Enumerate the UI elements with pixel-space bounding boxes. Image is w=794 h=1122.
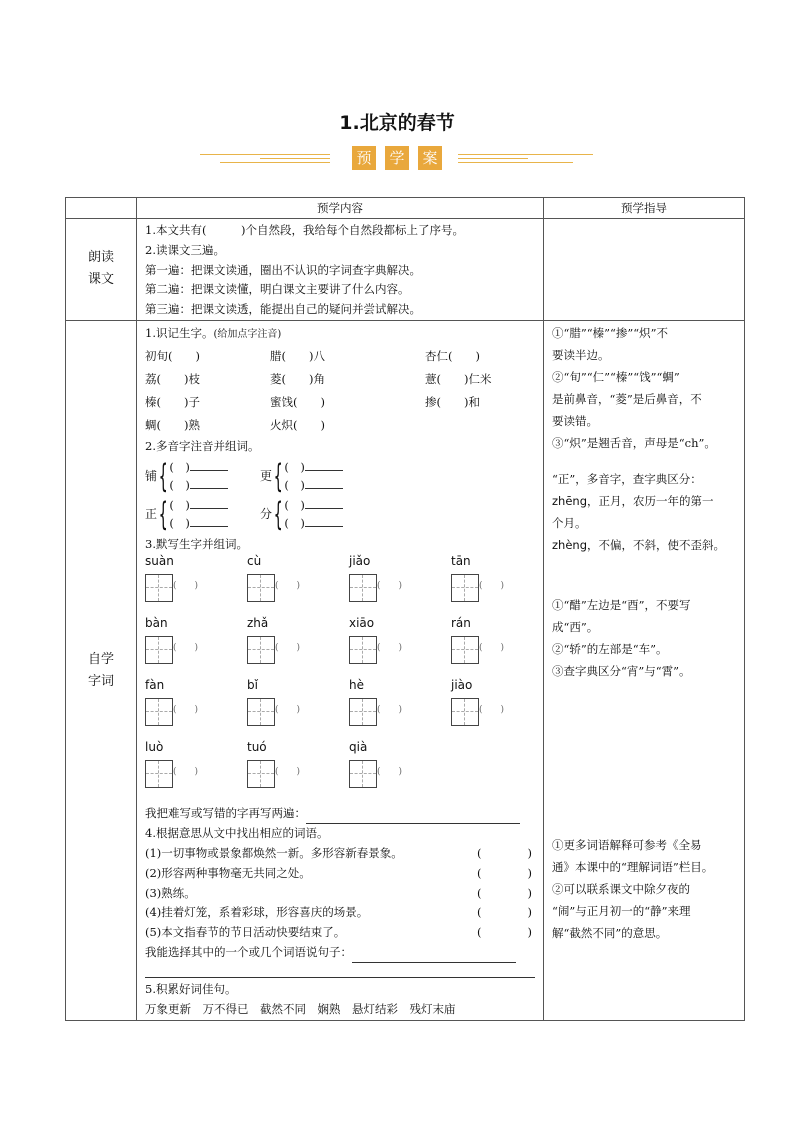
reading-line: 第三遍：把课文读透，能提出自己的疑问并尝试解决。 [145, 302, 421, 317]
polyphone-item: 分 { ( ) ( ) [260, 495, 343, 533]
reading-line: 2.读课文三遍。 [145, 242, 225, 257]
write-twice-prompt: 我把难写或写错的字再写两遍： [145, 806, 306, 821]
char-item: 榛( )子 [145, 394, 200, 409]
sentence-line[interactable] [352, 962, 516, 963]
section-title: 1.识记生字。 [145, 325, 214, 340]
polyphone-item: 铺 { ( ) ( ) [145, 457, 260, 495]
badge-char: 预 [352, 146, 376, 170]
row-label-reading: 朗读 课文 [66, 219, 137, 321]
polyphone-item: 正 { ( ) ( ) [145, 495, 260, 533]
write-line[interactable] [306, 823, 520, 824]
char-item: 杏仁( ) [425, 348, 480, 363]
sentence-line-2[interactable] [145, 963, 535, 978]
char-item: 蜜饯( ) [270, 394, 325, 409]
section-title: 3.默写生字并组词。 [145, 536, 248, 551]
char-item: 腊( )八 [270, 348, 325, 363]
reading-line: 1.本文共有( )个自然段，我给每个自然段都标上了序号。 [145, 223, 464, 237]
char-item: 掺( )和 [425, 394, 480, 409]
polyphone-item: 更 { ( ) ( ) [260, 457, 343, 495]
header-content: 预学内容 [137, 198, 544, 219]
section-title: 4.根据意思从文中找出相应的词语。 [145, 826, 329, 841]
pinyin-row: luò () tuó () qià () [145, 740, 537, 802]
badge-char: 案 [418, 146, 442, 170]
row-label-words: 自学 字词 [66, 320, 137, 1020]
char-item: 荔( )枝 [145, 371, 200, 386]
char-item: 菱( )角 [270, 371, 325, 386]
guide-column: ①“腊”“榛”“掺”“炽”不 要读半边。 ②“旬”“仁”“榛”“饯”“蜩” 是前鼻音，“菱”是后鼻音，不 要读错。 ③“炽”是翘舌音，声母是“ch”。 “正”，多音字，查字典区分： zhēng，正月，农历一年的第一 个月。 zhèng，不偏，不斜，使不歪斜。 ①“醋”左边是“酉”，不要写 成“西”。 ②“轿”的左部是“车”。 ③查字典区分“宵”与“霄”。 ①更多词语解释可参考《全易 通》本课中的“理解词语”栏目。 ②可以联系课文中除夕夜的 “闹”与正月初一的“静”来理 解“截然不同”的意思。 [544, 320, 745, 1020]
pinyin-row: suàn () cù () jiǎo () tān () [145, 554, 537, 616]
char-item: 蜩( )熟 [145, 417, 200, 432]
reading-line: 第二遍：把课文读懂，明白课文主要讲了什么内容。 [145, 282, 410, 297]
title-banner [200, 146, 594, 172]
char-item: 火炽( ) [270, 417, 325, 432]
badge-char: 学 [385, 146, 409, 170]
section-title: 2.多音字注音并组词。 [145, 438, 260, 453]
header-guide: 预学指导 [544, 198, 745, 219]
reading-line: 第一遍：把课文读通，圈出不认识的字词查字典解决。 [145, 262, 421, 277]
section-note: (给加点字注音) [213, 328, 282, 340]
char-item: 薏( )仁米 [425, 371, 492, 386]
pinyin-row: bàn () zhǎ () xiāo () rán () [145, 616, 537, 678]
char-item: 初旬( ) [145, 348, 200, 363]
study-table [65, 197, 745, 1021]
reading-content [137, 219, 544, 321]
words-content: 1.识记生字。(给加点字注音) 初旬( ) 腊( )八 杏仁( ) 荔( )枝 菱( )角 薏( )仁米 榛( )子 蜜饯( ) 掺( )和 蜩( )熟 火炽( ) 2.多音字注音并组词。 铺 { ( ) ( ) 更 { ( ) ( ) 正 { ( ) ( ) 分 { ( ) ( ) 3.默写生字并组词。 suàn () cù () jiǎo () tān () bàn () zhǎ () xiāo () rán () fàn () bǐ () hè () jiào () luò () tuó () qià () 我把难写或写错的字再写两遍： 4.根据意思从文中找出相应的词语。 (1)一切事物或景象都焕然一新。多形容新春景象。 ( ) (2)形容两种事物毫无共同之处。 ( ) (3)熟练。 ( ) (4)挂着灯笼，系着彩球，形容喜庆的场景。 ( ) (5)本文指春节的节日活动快要结束了。 ( ) 我能选择其中的一个或几个词语说句子： 5.积累好词佳句。 万象更新 万不得已 截然不同 娴熟 悬灯结彩 残灯末庙 [137, 320, 544, 1020]
good-words: 万象更新 万不得已 截然不同 娴熟 悬灯结彩 残灯末庙 [145, 1001, 456, 1016]
pinyin-row: fàn () bǐ () hè () jiào () [145, 678, 537, 740]
sentence-prompt: 我能选择其中的一个或几个词语说句子： [145, 944, 352, 959]
page-title: 1.北京的春节 [339, 112, 455, 134]
section-title: 5.积累好词佳句。 [145, 981, 237, 996]
